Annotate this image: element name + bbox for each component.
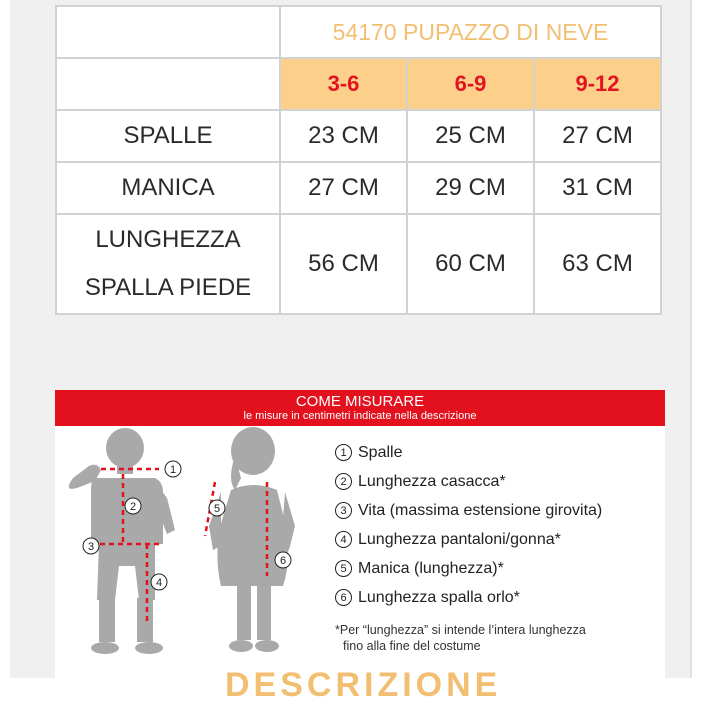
- legend-item: [335, 438, 665, 467]
- legend-text: Spalle: [358, 443, 403, 461]
- length-note: [335, 622, 665, 654]
- legend-item: [335, 467, 665, 496]
- legend-text: Vita (massima estensione girovita): [358, 501, 603, 519]
- table-cell: 63 CM: [534, 214, 661, 314]
- row-label: SPALLE: [56, 110, 280, 162]
- measure-legend: [335, 438, 665, 654]
- number-circle-icon: 2: [335, 473, 352, 490]
- table-title-row: [56, 6, 661, 58]
- legend-text: Lunghezza spalla orlo*: [358, 588, 520, 606]
- number-circle-icon: 6: [335, 589, 352, 606]
- legend-text: Manica (lunghezza)*: [358, 559, 504, 577]
- empty-cell: [56, 6, 280, 58]
- marker-1: 1: [169, 464, 177, 476]
- marker-3: 3: [87, 541, 95, 553]
- marker-2: 2: [129, 501, 137, 513]
- how-to-title: COME MISURARE: [295, 393, 425, 410]
- table-row: [56, 162, 661, 214]
- legend-text: Lunghezza casacca*: [358, 472, 506, 490]
- size-label-6-9: 6-9: [407, 58, 534, 110]
- how-to-banner: [55, 390, 665, 426]
- table-cell: 56 CM: [280, 214, 407, 314]
- size-label-9-12: 9-12: [534, 58, 661, 110]
- row-label: [56, 214, 280, 314]
- number-circle-icon: 1: [335, 444, 352, 461]
- legend-item: [335, 583, 665, 612]
- description-heading: DESCRIZIONE: [225, 666, 502, 704]
- right-divider: [690, 0, 692, 678]
- table-cell: 29 CM: [407, 162, 534, 214]
- number-circle-icon: 3: [335, 502, 352, 519]
- table-cell: 31 CM: [534, 162, 661, 214]
- table-cell: 25 CM: [407, 110, 534, 162]
- table-row: [56, 214, 661, 314]
- size-header-row: [56, 58, 661, 110]
- size-table: [55, 5, 662, 315]
- row-label: MANICA: [56, 162, 280, 214]
- legend-item: [335, 496, 665, 525]
- how-to-subtitle: le misure in centimetri indicate nella descrizione: [243, 410, 477, 422]
- table-cell: 60 CM: [407, 214, 534, 314]
- how-to-measure-panel: [55, 390, 665, 680]
- number-circle-icon: 4: [335, 531, 352, 548]
- note-line2: fino alla fine del costume: [343, 639, 481, 653]
- table-cell: 27 CM: [534, 110, 661, 162]
- empty-cell: [56, 58, 280, 110]
- legend-item: [335, 525, 665, 554]
- table-cell: 23 CM: [280, 110, 407, 162]
- number-circle-icon: 5: [335, 560, 352, 577]
- measure-figures: [55, 426, 325, 680]
- marker-6: 6: [279, 555, 287, 567]
- product-title: 54170 PUPAZZO DI NEVE: [280, 6, 661, 58]
- row-label-line2: SPALLA PIEDE: [84, 274, 252, 301]
- girl-figure-illustration: [209, 427, 295, 652]
- table-row: [56, 110, 661, 162]
- note-line1: *Per “lunghezza” si intende l’intera lunghezza: [335, 623, 586, 637]
- row-label-line1: LUNGHEZZA: [95, 226, 241, 253]
- legend-item: [335, 554, 665, 583]
- legend-text: Lunghezza pantaloni/gonna*: [358, 530, 561, 548]
- marker-4: 4: [155, 577, 163, 589]
- marker-5: 5: [213, 503, 221, 515]
- size-label-3-6: 3-6: [280, 58, 407, 110]
- table-cell: 27 CM: [280, 162, 407, 214]
